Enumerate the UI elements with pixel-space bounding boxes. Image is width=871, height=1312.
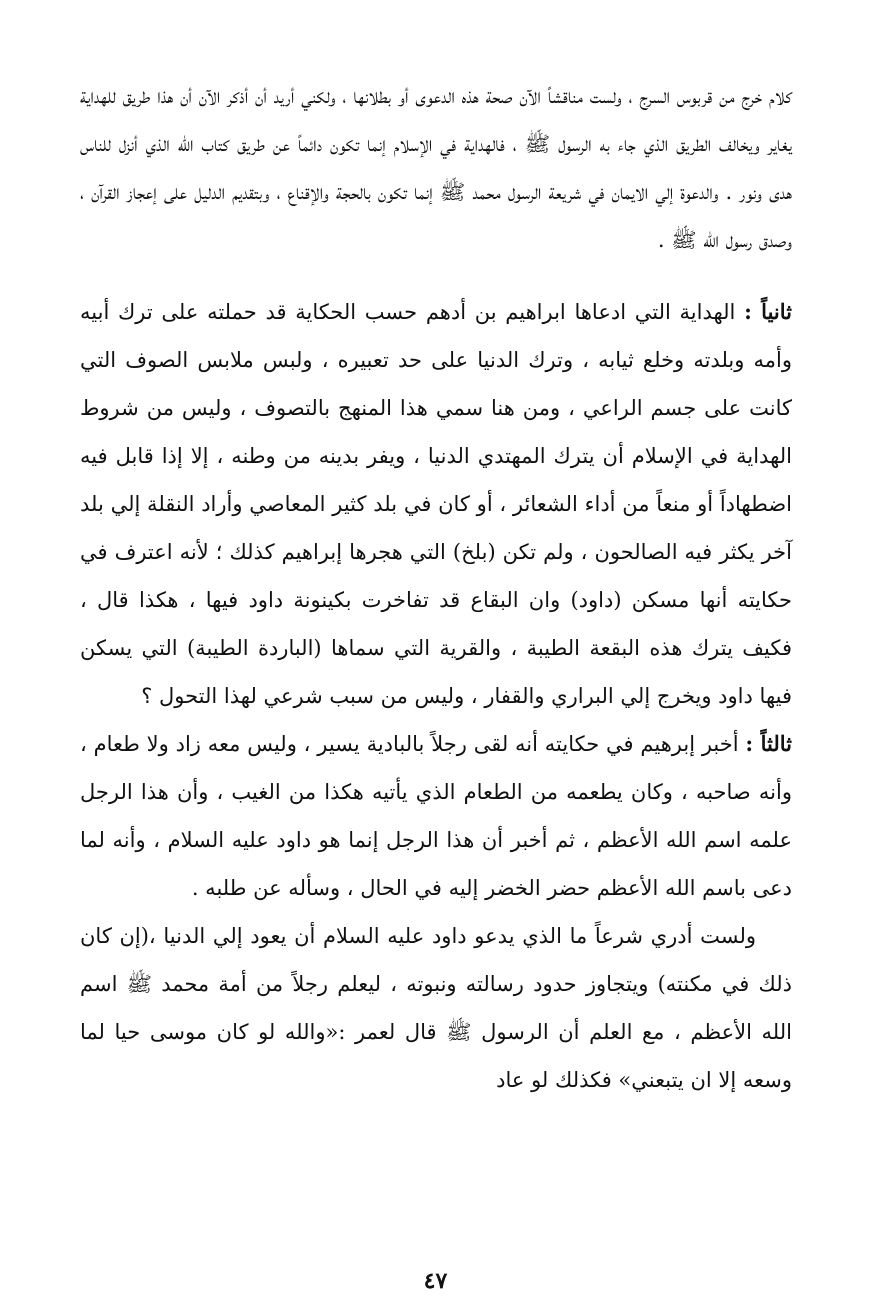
paragraph-closing bbox=[80, 912, 792, 1104]
paragraph-lead: ثالثاً : bbox=[745, 731, 792, 756]
paragraph-third-point bbox=[80, 720, 792, 912]
paragraph-lead: ثانياً : bbox=[744, 299, 793, 324]
paragraph-intro bbox=[80, 72, 792, 264]
paragraph-text: كلام خرج من قربوس السرج ، ولست مناقشاً الآن صحة هذه الدعوى أو بطلانها ، ولكني أريد أن أذكر الآن أن هذا طريق للهداية يغاير ويخالف الطريق الذي جاء به الرسول ﷺ ، فالهداية في الإسلام إنما تكون دائماً عن طريق كتاب الله الذي أنزل للناس هدى ونور . والدعوة إلي الايمان في شريعة الرسول محمد ﷺ إنما تكون بالحجة والإقناع ، وبتقديم الدليل على إعجاز القرآن ، وصدق رسول الله ﷺ . bbox=[80, 84, 792, 252]
page-number: ٤٧ bbox=[423, 1268, 448, 1294]
paragraph-text: الهداية التي ادعاها ابراهيم بن أدهم حسب الحكاية قد حملته على ترك أبيه وأمه وبلدته وخلع ثيابه ، وترك الدنيا على حد تعبيره ، ولبس ملابس الصوف التي كانت على جسم الراعي ، ومن هنا سمي هذا المنهج بالتصوف ، وليس من شروط الهداية في الإسلام أن يترك المهتدي الدنيا ، ويفر بدينه من وطنه ، إلا إذا قابل فيه اضطهاداً أو منعاً من أداء الشعائر ، أو كان في بلد كثير المعاصي وأراد النقلة إلي بلد آخر يكثر فيه الصالحون ، ولم تكن (بلخ) التي هجرها إبراهيم كذلك ؛ لأنه اعترف في حكايته أنها مسكن (داود) وان البقاع قد تفاخرت بكينونة داود فيها ، هكذا قال ، فكيف يترك هذه البقعة الطيبة ، والقرية التي سماها (الباردة الطيبة) التي يسكن فيها داود ويخرج إلي البراري والقفار ، وليس من سبب شرعي لهذا التحول ؟ bbox=[80, 300, 792, 708]
paragraph-text: أخبر إبرهيم في حكايته أنه لقى رجلاً بالبادية يسير ، وليس معه زاد ولا طعام ، وأنه صاحبه ، وكان يطعمه من الطعام الذي يأتيه هكذا من الغيب ، وأن هذا الرجل علمه اسم الله الأعظم ، ثم أخبر أن هذا الرجل إنما هو داود عليه السلام ، وأنه لما دعى باسم الله الأعظم حضر الخضر إليه في الحال ، وسأله عن طلبه . bbox=[80, 732, 792, 900]
body-text bbox=[80, 72, 792, 1104]
paragraph-text: ولست أدري شرعاً ما الذي يدعو داود عليه السلام أن يعود إلي الدنيا ،(إن كان ذلك في مكنته) ويتجاوز حدود رسالته ونبوته ، ليعلم رجلاً من أمة محمد ﷺ اسم الله الأعظم ، مع العلم أن الرسول ﷺ قال لعمر :«والله لو كان موسى حيا لما وسعه إلا ان يتبعني» فكذلك لو عاد bbox=[80, 924, 792, 1092]
paragraph-second-point bbox=[80, 288, 792, 720]
